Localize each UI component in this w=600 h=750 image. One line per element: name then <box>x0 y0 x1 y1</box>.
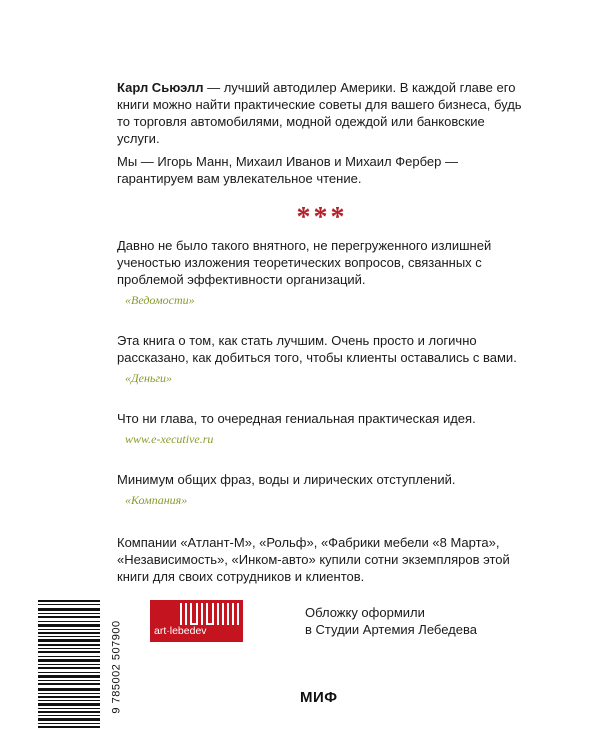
isbn-number <box>104 605 130 729</box>
quote-text: Эта книга о том, как стать лучшим. Очень просто и логично рассказано, как добиться того, чтобы клиенты оставались с вами. <box>117 333 517 365</box>
author-description: — лучший автодилер Америки. В каждой главе его книги можно найти практические советы для вашего бизнеса, будь то торговля автомобилями, модной одеждой или банковские услуги. <box>117 80 522 146</box>
translators-paragraph: Мы — Игорь Манн, Михаил Иванов и Михаил Фербер — гарантируем вам увлекательное чтение. <box>117 154 458 186</box>
art-lebedev-logo-mark <box>180 603 240 625</box>
quote-text: Давно не было такого внятного, не перегруженного излишней ученостью изложения теоретических вопросов, связанных с проблемой эффективности организаций. <box>117 238 492 287</box>
quote-source: www.e-xecutive.ru <box>125 432 214 446</box>
designer-note-line-1: Обложку оформили <box>305 605 425 620</box>
quote-source: «Деньги» <box>125 371 173 385</box>
isbn-digits: 9 785002 507900 <box>111 620 123 714</box>
companies-paragraph: Компании «Атлант-М», «Рольф», «Фабрики мебели «8 Марта», «Независимость», «Инком-авто» купили сотни экземпляров этой книги для своих сотрудников и клиентов. <box>117 535 510 584</box>
art-lebedev-wordmark: art·lebedev <box>154 625 207 637</box>
quote-text: Минимум общих фраз, воды и лирических отступлений. <box>117 472 456 487</box>
quote-source: «Ведомости» <box>125 293 195 307</box>
quote-3 <box>117 410 527 447</box>
quote-source: «Компания» <box>125 493 188 507</box>
publisher-logo: МИФ <box>300 689 338 706</box>
author-name: Карл Сьюэлл <box>117 80 204 95</box>
back-cover-text <box>117 79 527 585</box>
quote-1 <box>117 237 527 308</box>
section-separator: *** <box>296 202 348 233</box>
quote-4 <box>117 471 527 508</box>
author-intro-paragraph <box>117 79 527 147</box>
cover-designer-note <box>305 604 565 638</box>
designer-note-line-2: в Студии Артемия Лебедева <box>305 622 477 637</box>
quote-text: Что ни глава, то очередная гениальная практическая идея. <box>117 411 476 426</box>
quote-2 <box>117 332 527 386</box>
